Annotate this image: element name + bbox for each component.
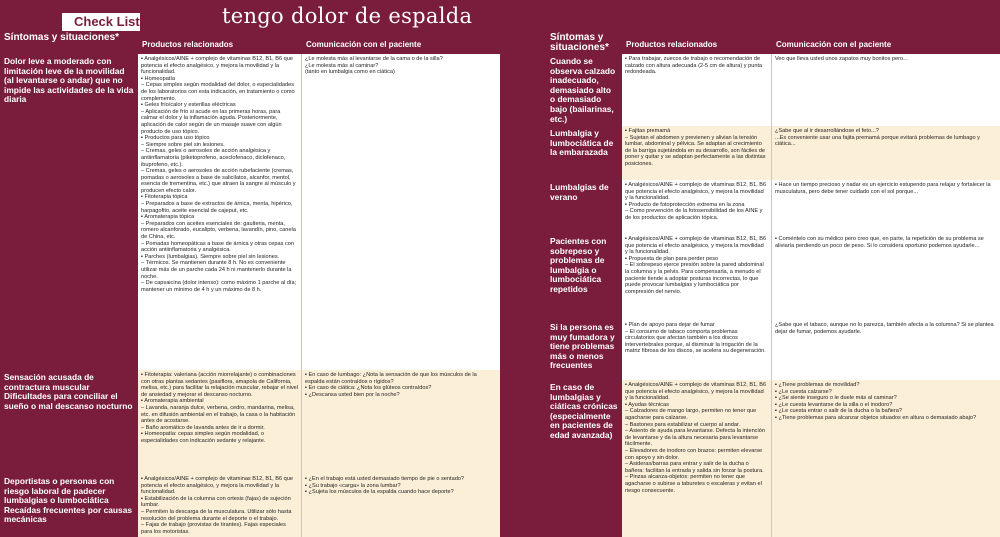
cell-line: ▪ Hace un tiempo precioso y nadar es un ejercicio estupendo para relajar y fortalecer la musculatura, pero debe tener cuidado con el sol porque... bbox=[775, 182, 997, 195]
products-cell bbox=[622, 320, 772, 380]
table-row bbox=[546, 126, 1000, 180]
communication-cell bbox=[772, 320, 1000, 380]
cell-line: ¿Le molesta más al levantarse de la cama o de la silla? bbox=[305, 56, 443, 62]
cell-line: ▪ ¿En el trabajo está usted demasiado tiempo de pie o sentado? bbox=[305, 476, 497, 483]
cell-line: ▪ En caso de lumbago: ¿Nota la sensación de que los músculos de la espalda están contraídos o rígidos? bbox=[305, 372, 497, 385]
cell-line: ▪ Aromaterapia ambiental bbox=[141, 398, 298, 405]
cell-line: – El sobrepeso ejerce presión sobre la pared abdominal la columna y la pelvis. Para compensarla, a menudo el paciente tiende a adoptar posturas incorrectas, lo que puede provocar lumbalgias y lumbociática por compresión del nervio. bbox=[625, 262, 768, 295]
products-cell bbox=[622, 234, 772, 320]
cell-line: – Baño aromático de lavanda antes de ir a dormir. bbox=[141, 425, 298, 432]
cell-line: ▪ Para trabajar, zuecos de trabajo o recomendación de calzado con altura adecuada (2-5 cm de altura) y punta redondeada. bbox=[625, 56, 768, 76]
cell-line: – Pinzas alcanza-objetos: permiten no tener que agacharse o subirse a taburetes o escaleras y evitan el riesgo consecuente. bbox=[625, 474, 768, 494]
cell-line: ▪ ¿Descansa usted bien por la noche? bbox=[305, 392, 497, 399]
products-cell bbox=[138, 370, 302, 474]
header-productos: Productos relacionados bbox=[142, 40, 234, 49]
cell-line: ▪ En caso de ciática: ¿Nota los glúteos contraídos? bbox=[305, 385, 497, 392]
cell-line: ▪ Analgésicos/AINE + complejo de vitaminas B12, B1, B6 que potencia el efecto analgésico, y mejora la movilidad y la funcionalidad. bbox=[141, 476, 298, 496]
cell-line: ▪ ¿Le cuesta entrar o salir de la ducha o la bañera? bbox=[775, 408, 997, 415]
cell-line: – Sujetan el abdomen y previenen y alivian la tensión lumbar, abdominal y pélvica. Se adaptan al crecimiento de la barriga sujetándola en su desarrollo, son fáciles de poner y quitar y se adaptan perfectamente a las distintas posiciones. bbox=[625, 135, 768, 168]
communication-cell bbox=[302, 370, 500, 474]
header-productos: Productos relacionados bbox=[626, 40, 718, 49]
symptom-cell: Sensación acusada de contractura muscular Dificultades para conciliar el sueño o mal descanso nocturno bbox=[0, 370, 138, 474]
cell-line: ▪ Analgésicos/AINE + complejo de vitaminas B12, B1, B6 que potencia el efecto analgésico, y mejora la movilidad y la funcionalidad. bbox=[141, 56, 298, 76]
header-comunicacion: Comunicación con el paciente bbox=[306, 40, 422, 49]
cell-line: ▪ Producto de fotoprotección extrema en la zona bbox=[625, 202, 768, 209]
products-cell bbox=[622, 54, 772, 126]
cell-line: ▪ Aromaterapia tópica bbox=[141, 214, 298, 221]
communication-cell bbox=[772, 180, 1000, 234]
cell-line: ▪ Coméntelo con su médico pero creo que, en parte, la repetición de su problema se aliviaría perdiendo un poco de peso. Si lo considera oportuno podemos ayudarle... bbox=[775, 236, 997, 249]
products-cell bbox=[138, 474, 302, 537]
cell-line: ▪ Geles frío/calor y esterillas eléctricas bbox=[141, 102, 298, 109]
symptom-cell: Cuando se observa calzado inadecuado, demasiado alto o demasiado bajo (bailarinas, etc.) bbox=[546, 54, 622, 126]
cell-line: – Asideras/barras para entrar y salir de la ducha o bañera: facilitan la entrada y salida sin forzar la postura. bbox=[625, 461, 768, 474]
title-bar bbox=[0, 0, 1000, 32]
cell-line: ▪ Parches (lumbalgias). Siempre sobre piel sin lesiones. bbox=[141, 254, 298, 261]
cell-line: – Cepas simples según modalidad del dolor, o especialidades de los laboratorios con esta indicación, en tratamiento o como complemento. bbox=[141, 82, 298, 102]
cell-line: – Cremas, geles o aerosoles de acción analgésica y antiinflamatoria (piketoprofeno, aceclofenaco, diclofenaco, ibuprofeno, etc.). bbox=[141, 148, 298, 168]
cell-line: ▪ Homeopatía: cepas simples según modalidad, o especialidades con indicación sedante y relajante. bbox=[141, 431, 298, 444]
table-row bbox=[0, 54, 500, 370]
table-row bbox=[546, 234, 1000, 320]
page-title: tengo dolor de espalda bbox=[222, 4, 473, 28]
products-cell bbox=[622, 380, 772, 537]
products-cell bbox=[622, 180, 772, 234]
products-cell bbox=[622, 126, 772, 180]
cell-line: ▪ ¿Le cuesta levantarse de la silla o el inodoro? bbox=[775, 402, 997, 409]
cell-line: – Pomadas homeopáticas a base de árnica y otras cepas con acción antiinflamatoria y analgésica. bbox=[141, 241, 298, 254]
symptom-cell: En caso de lumbalgias y ciáticas crónicas (especialmente en pacientes de edad avanzada) bbox=[546, 380, 622, 537]
cell-line: Veo que lleva usted unos zapatos muy bonitos pero... bbox=[775, 56, 908, 62]
header-sintomas: Síntomas y situaciones* bbox=[4, 32, 120, 43]
symptom-cell: Lumbalgia y lumbociática de la embarazada bbox=[546, 126, 622, 180]
cell-line: ▪ Analgésicos/AINE + complejo de vitaminas B12, B1, B6 que potencia el efecto analgésico, y mejora la movilidad y la funcionalidad. bbox=[625, 182, 768, 202]
cell-line: ▪ Estabilización de la columna con ortesis (fajas) de sujeción lumbar. bbox=[141, 496, 298, 509]
header-comunicacion: Comunicación con el paciente bbox=[776, 40, 892, 49]
cell-line: ¿Sabe que al ir desarrollándose el feto...? bbox=[775, 128, 879, 134]
cell-line: ▪ ¿Tiene problemas de movilidad? bbox=[775, 382, 997, 389]
cell-line: – Fajas de trabajo (provistas de tirantes). Fajas especiales para los motoristas. bbox=[141, 522, 298, 535]
cell-line: – Preparados a base de extractos de árnica, menta, hipérico, harpagofito, aceite esencial de cajeput, etc. bbox=[141, 201, 298, 214]
cell-line: – Asiento de ayuda para levantarse. Defecta la intención de levantarse y da la altura necesaria para levantarse fácilmente. bbox=[625, 428, 768, 448]
communication-cell bbox=[302, 54, 500, 370]
table-header bbox=[0, 32, 500, 54]
table-row bbox=[546, 54, 1000, 126]
cell-line: – Permiten la descarga de la musculatura. Utilizar sólo hasta resolución del problema durante el deporte o el trabajo. bbox=[141, 509, 298, 522]
communication-cell bbox=[302, 474, 500, 537]
symptom-cell: Si la persona es muy fumadora y tiene problemas más o menos frecuentes bbox=[546, 320, 622, 380]
cell-line: – Bastones para estabilizar el cuerpo al andar. bbox=[625, 422, 768, 429]
cell-line: ▪ Ayudas técnicas bbox=[625, 402, 768, 409]
table-row bbox=[0, 474, 500, 537]
checklist-label: Check List bbox=[62, 13, 140, 31]
cell-line: – Térmicos. Se mantienen durante 8 h. No es conveniente utilizar más de un parche cada 24 h ni mantenerlo durante la noche. bbox=[141, 260, 298, 280]
cell-line: ▪ Fajitas premamá bbox=[625, 128, 768, 135]
cell-line: ▪ Analgésicos/AINE + complejo de vitaminas B12, B1, B6 que potencia el efecto analgésico, y mejora la movilidad y la funcionalidad. bbox=[625, 236, 768, 256]
cell-line: ▪ Propuesta de plan para perder peso bbox=[625, 256, 768, 263]
symptom-cell: Deportistas o personas con riesgo laboral de padecer lumbalgias o lumbociática Recaídas frecuentes por causas mecánicas bbox=[0, 474, 138, 537]
cell-line: – Lavanda, naranja dulce, verbena, cedro, mandarina, melisa, etc. en difusión ambiental en el trabajo, la casa o la habitación antes de acostarse. bbox=[141, 405, 298, 425]
cell-line: ▪ Homeopatía bbox=[141, 76, 298, 83]
cell-line: ▪ ¿Sujeta los músculos de la espalda cuando hace deporte? bbox=[305, 489, 497, 496]
cell-line: ...Es conveniente usar una fajita premamá porque evitará problemas de lumbago y ciática... bbox=[775, 134, 980, 148]
communication-cell bbox=[772, 126, 1000, 180]
table-header bbox=[546, 32, 1000, 54]
cell-line: ▪ ¿Tiene problemas para alcanzar objetos situados en altura o demasiado abajo? bbox=[775, 415, 997, 422]
cell-line: – Como prevención de la fotosensibilidad de los AINE y de los productos de aplicación tópica. bbox=[625, 208, 768, 221]
cell-line: – Aplicación de frío si acude en las primeras horas, para calmar el dolor y la inflamación aguda. Posteriormente, aplicación de calor según de un masaje suave con algún producto de uso tópico. bbox=[141, 109, 298, 135]
cell-line: – Calzadores de mango largo, permiten no tener que agacharse para calzarse. bbox=[625, 408, 768, 421]
cell-line: ▪ ¿Le cuesta calzarse? bbox=[775, 389, 997, 396]
cell-line: – Cremas, geles o aerosoles de acción rubefaciente (cremas, pomadas o aerosoles a base de salicilatos, alcanfor, mentol, esencia de trementina, etc.) que atraen la sangre al músculo y producen efecto calor. bbox=[141, 168, 298, 194]
communication-cell bbox=[772, 380, 1000, 537]
cell-line: – El consumo de tabaco comporta problemas circulatorios que afectan también a los discos intervertebrales porque, al disminuir la irrigación de la matriz fibrosa de los discos, se acelera su degeneración. bbox=[625, 329, 768, 355]
cell-line: ▪ ¿Su trabajo «carga» la zona lumbar? bbox=[305, 483, 497, 490]
symptom-cell: Dolor leve a moderado con limitación leve de la movilidad (al levantarse o andar) que no impide las actividades de la vida diaria bbox=[0, 54, 138, 370]
cell-line: ▪ Plan de apoyo para dejar de fumar bbox=[625, 322, 768, 329]
cell-line: ¿Sabe que el tabaco, aunque no lo parezca, también afecta a la columna? Si se plantea dejar de fumar, podemos ayudarle. bbox=[775, 322, 994, 335]
cell-line: – Siempre sobre piel sin lesiones. bbox=[141, 142, 298, 149]
table-row bbox=[0, 370, 500, 474]
cell-line: ▪ Productos para uso tópico bbox=[141, 135, 298, 142]
cell-line: – Preparados con aceites esenciales de: gaulteria, menta, romero alcanforado, eucalipto, verbena, lavandín, pino, canela de China, etc. bbox=[141, 221, 298, 241]
cell-line: – De capsaicina (dolor intenso): como máximo 1 parche al día; mantener un mínimo de 4 h y un máximo de 8 h. bbox=[141, 280, 298, 293]
communication-cell bbox=[772, 54, 1000, 126]
cell-line: ¿Le molesta más al caminar? bbox=[305, 62, 379, 69]
center-divider bbox=[500, 32, 546, 537]
table-row bbox=[546, 320, 1000, 380]
cell-line: – Elevadores de inodoro con brazos: permiten elevarse con apoyo y sin dolor. bbox=[625, 448, 768, 461]
header-sintomas: Síntomas y situaciones* bbox=[550, 32, 609, 53]
cell-line: ▪ ¿Se siente inseguro o le duele más al caminar? bbox=[775, 395, 997, 402]
cell-line: ▪ Fitoterapia: valeriana (acción miorrelajante) o combinaciones con otras plantas sedantes (pasiflora, amapola de California, melisa, etc.) para facilitar la relajación muscular, rebajar el nivel de ansiedad y mejorar el descanso nocturno. bbox=[141, 372, 298, 398]
symptom-cell: Lumbalgias de verano bbox=[546, 180, 622, 234]
cell-line: ▪ Analgésicos/AINE + complejo de vitaminas B12, B1, B6 que potencia el efecto analgésico, y mejora la movilidad y la funcionalidad. bbox=[625, 382, 768, 402]
table-row bbox=[546, 380, 1000, 537]
cell-line: (tanto en lumbalgia como en ciática) bbox=[305, 69, 395, 76]
products-cell bbox=[138, 54, 302, 370]
symptom-cell: Pacientes con sobrepeso y problemas de lumbalgia o lumbociática repetidos bbox=[546, 234, 622, 320]
communication-cell bbox=[772, 234, 1000, 320]
cell-line: ▪ Fitoterapia tópica bbox=[141, 194, 298, 201]
table-row bbox=[546, 180, 1000, 234]
